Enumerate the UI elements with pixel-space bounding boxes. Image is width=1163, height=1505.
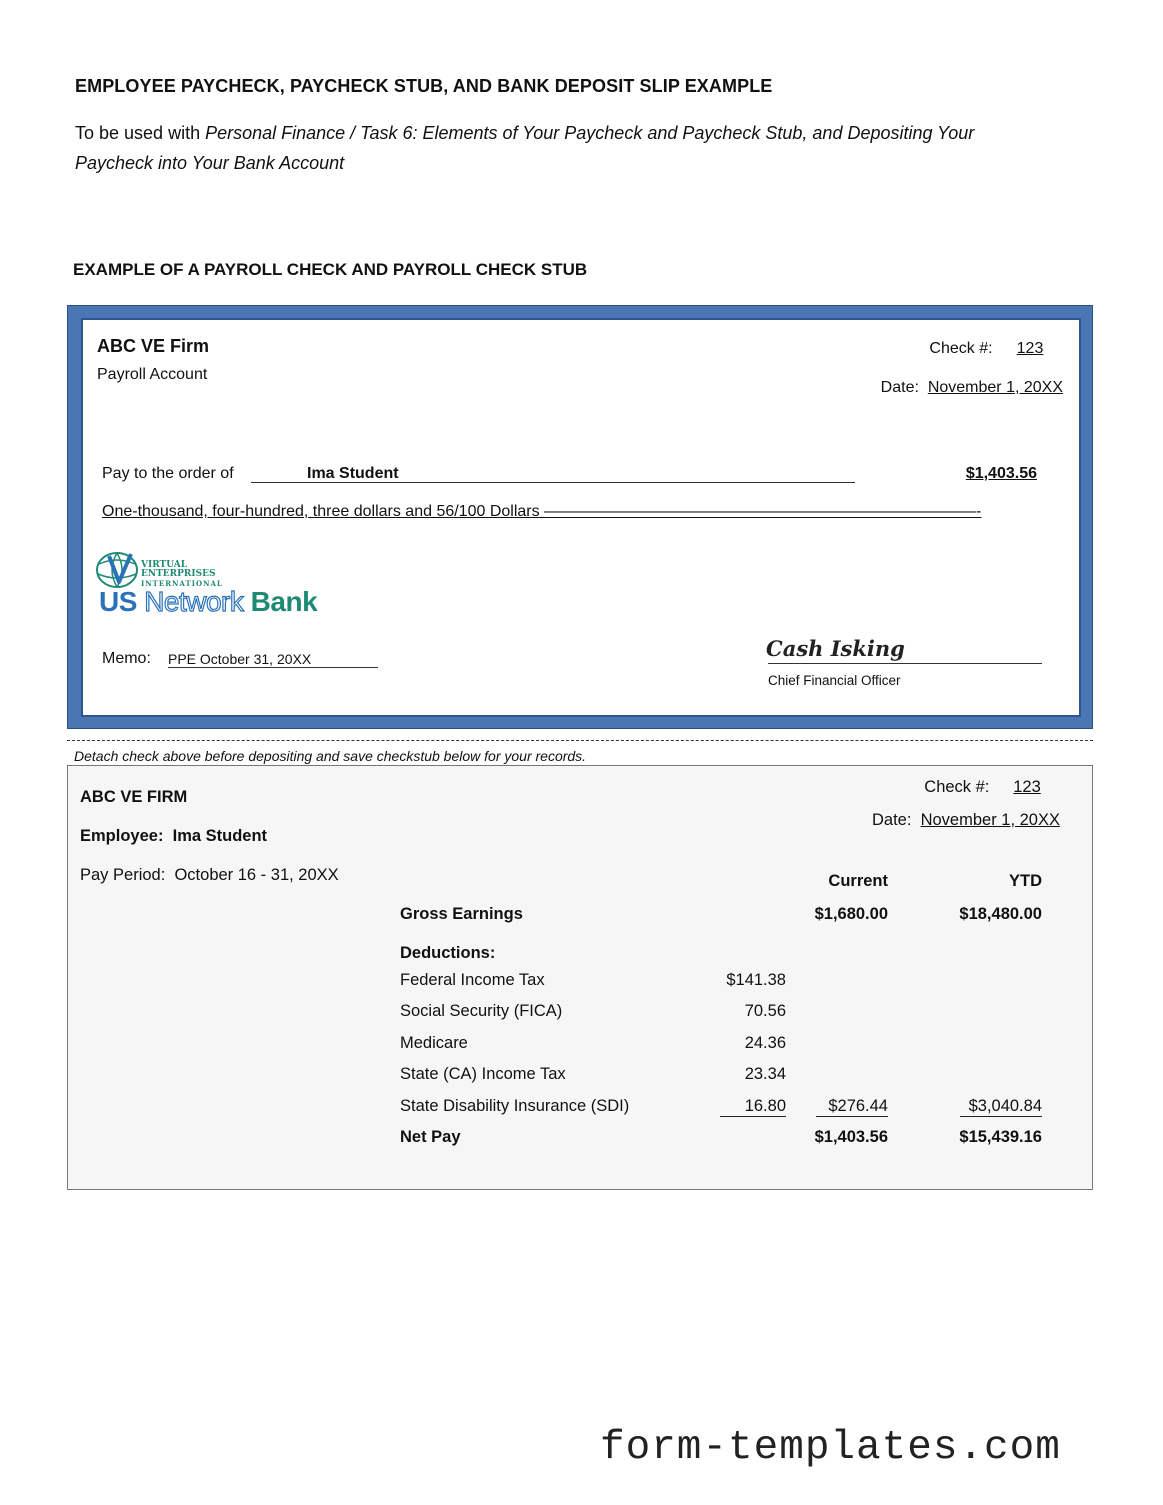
check-date-label: Date: [880, 379, 919, 396]
payroll-check [67, 305, 1093, 729]
stub-check-number-label: Check #: [924, 778, 990, 796]
stub-pay-period-value: October 16 - 31, 20XX [174, 866, 339, 884]
stub-pay-period [80, 866, 339, 885]
pay-to-label: Pay to the order of [102, 465, 234, 482]
stub-check-number [924, 778, 1060, 797]
check-body [81, 318, 1081, 717]
deduction-row-label: Medicare [400, 1034, 468, 1052]
intro-text [75, 118, 1055, 178]
check-date [881, 379, 1063, 397]
deduction-row-amount: 23.34 [744, 1065, 786, 1083]
payee-name: Ima Student [307, 465, 399, 482]
intro-course-reference: Personal Finance / Task 6: Elements of Your Paycheck and Paycheck Stub, and Depositing Your Paycheck into Your Bank Account [75, 123, 975, 173]
signature: Cash Isking [766, 636, 905, 661]
bank-logo-line1: VIRTUAL [141, 560, 188, 570]
deduction-row-label: State Disability Insurance (SDI) [400, 1097, 630, 1115]
deduction-row-amount: 16.80 [720, 1097, 786, 1117]
check-date-value: November 1, 20XX [927, 379, 1063, 396]
section-heading: EXAMPLE OF A PAYROLL CHECK AND PAYROLL CHECK STUB [73, 260, 588, 279]
memo-value: PPE October 31, 20XX [168, 651, 378, 668]
deduction-row-label: Federal Income Tax [400, 971, 545, 989]
watermark: form-templates.com [600, 1425, 1061, 1471]
stub-employee [80, 827, 267, 846]
deduction-row-label: State (CA) Income Tax [400, 1065, 566, 1083]
deductions-total-current: $276.44 [816, 1097, 888, 1117]
stub-employee-name: Ima Student [172, 827, 268, 845]
bank-logo-line3: INTERNATIONAL [141, 579, 223, 588]
deduction-row-amount: 24.36 [744, 1034, 786, 1052]
check-amount: $1,403.56 [965, 465, 1037, 482]
detach-instructions: Detach check above before depositing and save checkstub below for your records. [74, 748, 587, 764]
stub-date-value: November 1, 20XX [920, 811, 1060, 829]
stub-date [872, 811, 1060, 830]
gross-earnings-label: Gross Earnings [400, 905, 523, 923]
stub-check-number-value: 123 [1013, 778, 1041, 796]
bank-logo [95, 548, 325, 618]
document-title: EMPLOYEE PAYCHECK, PAYCHECK STUB, AND BANK DEPOSIT SLIP EXAMPLE [75, 76, 773, 96]
stub-pay-period-label: Pay Period: [80, 866, 166, 884]
gross-earnings-ytd: $18,480.00 [959, 905, 1042, 923]
check-number [929, 340, 1063, 358]
net-pay-current: $1,403.56 [814, 1128, 888, 1146]
check-stub [67, 765, 1093, 1190]
stub-employee-label: Employee: [80, 827, 164, 845]
check-number-value: 123 [1016, 340, 1044, 357]
deduction-row-amount: $141.38 [726, 971, 786, 989]
intro-prefix: To be used with [75, 123, 206, 143]
column-header-current: Current [828, 872, 888, 890]
bank-name-us: US [99, 586, 137, 617]
column-header-ytd: YTD [1009, 872, 1042, 890]
deductions-label: Deductions: [400, 944, 496, 962]
detach-line [67, 740, 1093, 741]
stub-firm-name: ABC VE FIRM [80, 788, 188, 806]
stub-date-label: Date: [871, 811, 912, 829]
signature-line [768, 663, 1042, 664]
deductions-total-ytd: $3,040.84 [960, 1097, 1042, 1117]
bank-name [99, 586, 317, 618]
memo-label: Memo: [102, 650, 151, 667]
signer-title: Chief Financial Officer [768, 673, 901, 688]
bank-logo-line2: ENTERPRISES [141, 569, 216, 579]
deduction-row-amount: 70.56 [744, 1002, 786, 1020]
bank-name-bank: Bank [250, 586, 318, 617]
net-pay-label: Net Pay [400, 1128, 461, 1146]
check-account-name: Payroll Account [97, 366, 208, 383]
check-firm-name: ABC VE Firm [97, 336, 210, 356]
net-pay-ytd: $15,439.16 [959, 1128, 1042, 1146]
bank-name-network: Network [144, 586, 244, 617]
gross-earnings-current: $1,680.00 [814, 905, 888, 923]
deduction-row-label: Social Security (FICA) [400, 1002, 563, 1020]
check-number-label: Check #: [929, 340, 993, 357]
amount-in-words: One-thousand, four-hundred, three dollars and 56/100 Dollars ———————————————————————————- [102, 503, 982, 520]
